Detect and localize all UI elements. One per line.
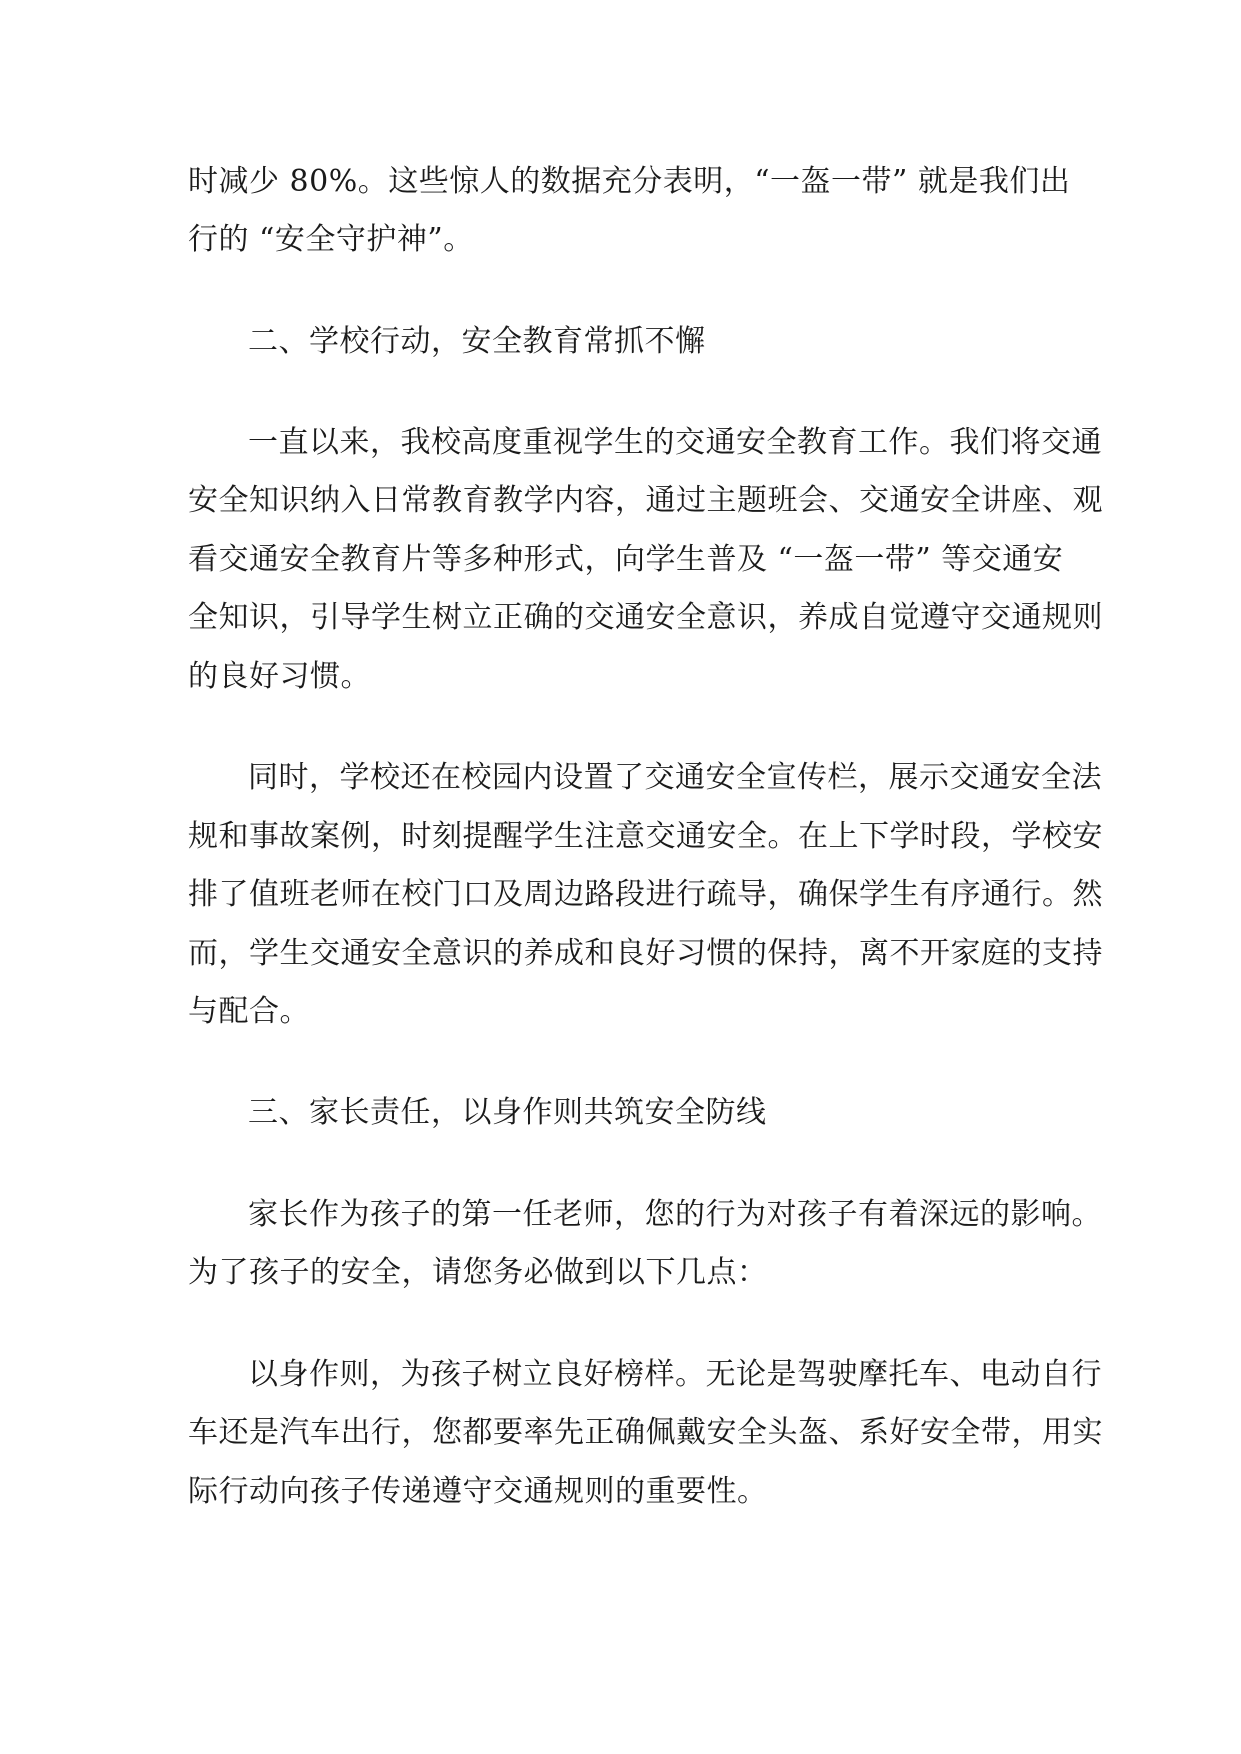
text-line: 家长作为孩子的第一任老师，您的行为对孩子有着深远的影响。 xyxy=(248,1197,1102,1232)
section-heading: 二、学校行动，安全教育常抓不懈 xyxy=(248,324,706,359)
text-line: 看交通安全教育片等多种形式，向学生普及 “一盔一带” 等交通安 xyxy=(188,542,1064,577)
text-line: 一直以来，我校高度重视学生的交通安全教育工作。我们将交通 xyxy=(248,425,1102,460)
text-line: 安全知识纳入日常教育教学内容，通过主题班会、交通安全讲座、观 xyxy=(188,483,1103,518)
text-line: 行的 “安全守护神”。 xyxy=(188,222,474,257)
text-line: 为了孩子的安全，请您务必做到以下几点： xyxy=(188,1255,768,1290)
text-line: 际行动向孩子传递遵守交通规则的重要性。 xyxy=(188,1474,768,1509)
text-line: 全知识，引导学生树立正确的交通安全意识，养成自觉遵守交通规则 xyxy=(188,600,1103,635)
text-line: 与配合。 xyxy=(188,994,310,1029)
text-line: 而，学生交通安全意识的养成和良好习惯的保持，离不开家庭的支持 xyxy=(188,936,1103,971)
text-line: 车还是汽车出行，您都要率先正确佩戴安全头盔、系好安全带，用实 xyxy=(188,1415,1103,1450)
text-line: 以身作则，为孩子树立良好榜样。无论是驾驶摩托车、电动自行 xyxy=(248,1357,1102,1392)
text-line: 同时，学校还在校园内设置了交通安全宣传栏，展示交通安全法 xyxy=(248,760,1102,795)
text-line: 规和事故案例，时刻提醒学生注意交通安全。在上下学时段，学校安 xyxy=(188,819,1103,854)
section-heading: 三、家长责任，以身作则共筑安全防线 xyxy=(248,1095,767,1130)
text-line: 的良好习惯。 xyxy=(188,659,371,694)
text-line: 时减少 80%。这些惊人的数据充分表明，“一盔一带” 就是我们出 xyxy=(188,164,1071,199)
text-line: 排了值班老师在校门口及周边路段进行疏导，确保学生有序通行。然 xyxy=(188,877,1103,912)
